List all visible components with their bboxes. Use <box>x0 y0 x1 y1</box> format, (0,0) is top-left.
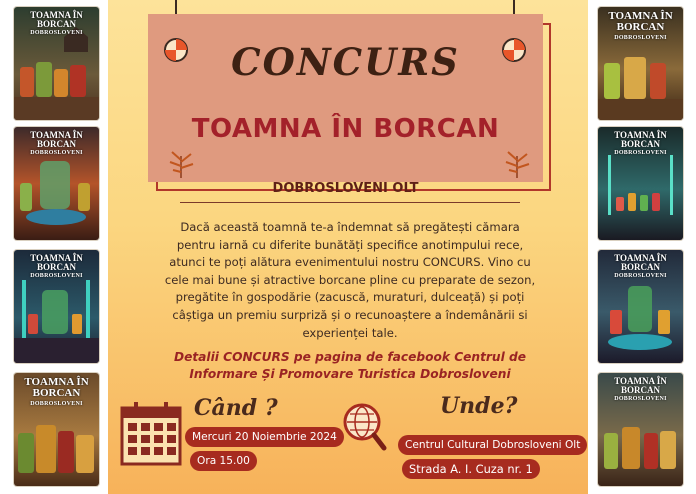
description-line: Dacă această toamnă te-a îndemnat să pregătești cămara <box>180 220 520 234</box>
poster-title: CONCURS <box>231 40 460 84</box>
thumbnail-title: TOAMNA ÎN BORCAN DOBROSLOVENI <box>608 10 673 41</box>
details-line: Informare Și Promovare Turistica Dobrosloveni <box>189 367 511 381</box>
thumbnail-title: TOAMNA ÎN BORCAN DOBROSLOVENI <box>614 376 667 402</box>
description-line: pregătite în gospodărie (zacuscă, muraturi, dulceață) și poți <box>175 290 525 305</box>
thumbnail-title: TOAMNA ÎN BORCAN DOBROSLOVENI <box>24 376 89 407</box>
thumbnail-left-1[interactable] <box>14 7 99 120</box>
event-venue: Centrul Cultural Dobrosloveni Olt <box>398 435 587 455</box>
divider <box>180 202 520 203</box>
description-text <box>150 219 550 342</box>
calendar-icon <box>120 400 184 466</box>
thumbnail-right-3[interactable] <box>598 250 683 363</box>
details-line: Detalii CONCURS pe pagina de facebook Centrul de <box>173 350 527 364</box>
thumbnail-left-4[interactable] <box>14 373 99 486</box>
when-heading: Când ? <box>194 395 278 421</box>
thumbnail-title: TOAMNA ÎN BORCAN DOBROSLOVENI <box>614 253 667 279</box>
thumbnail-title: TOAMNA ÎN BORCAN DOBROSLOVENI <box>30 130 83 156</box>
thumbnail-title: TOAMNA ÎN BORCAN DOBROSLOVENI <box>30 253 83 279</box>
thumbnail-left-3[interactable] <box>14 250 99 363</box>
thumbnail-title: TOAMNA ÎN BORCAN DOBROSLOVENI <box>30 10 83 36</box>
event-street: Strada A. I. Cuza nr. 1 <box>402 459 540 479</box>
thumbnail-right-1[interactable] <box>598 7 683 120</box>
poster-subtitle-title: TOAMNA ÎN BORCAN <box>191 114 500 144</box>
where-heading: Unde? <box>440 393 518 419</box>
leaf-icon <box>500 148 534 178</box>
description-line: cele mai bune și atractive borcane pline cu preparate de sezon, <box>164 272 536 287</box>
details-text <box>150 349 550 383</box>
description-line: experienței tale. <box>302 325 398 340</box>
location-heading: DOBROSLOVENI OLT <box>272 181 419 196</box>
description-line: pentru iarnă cu diferite bunătăți specifice anotimpului rece, <box>176 237 524 252</box>
thumbnail-right-2[interactable] <box>598 127 683 240</box>
event-time: Ora 15.00 <box>190 451 257 471</box>
thumbnail-left-2[interactable] <box>14 127 99 240</box>
description-line: atunci te poți alătura evenimentului nostru CONCURS. Vino cu <box>169 255 531 270</box>
event-date: Mercuri 20 Noiembrie 2024 <box>185 427 344 447</box>
leaf-icon <box>164 148 198 178</box>
globe-search-icon <box>342 402 388 454</box>
thumbnail-title: TOAMNA ÎN BORCAN DOBROSLOVENI <box>614 130 667 156</box>
description-line: câștiga un premiu surpriză și o recunoaștere a îndemânării si <box>172 307 528 322</box>
thumbnail-right-4[interactable] <box>598 373 683 486</box>
